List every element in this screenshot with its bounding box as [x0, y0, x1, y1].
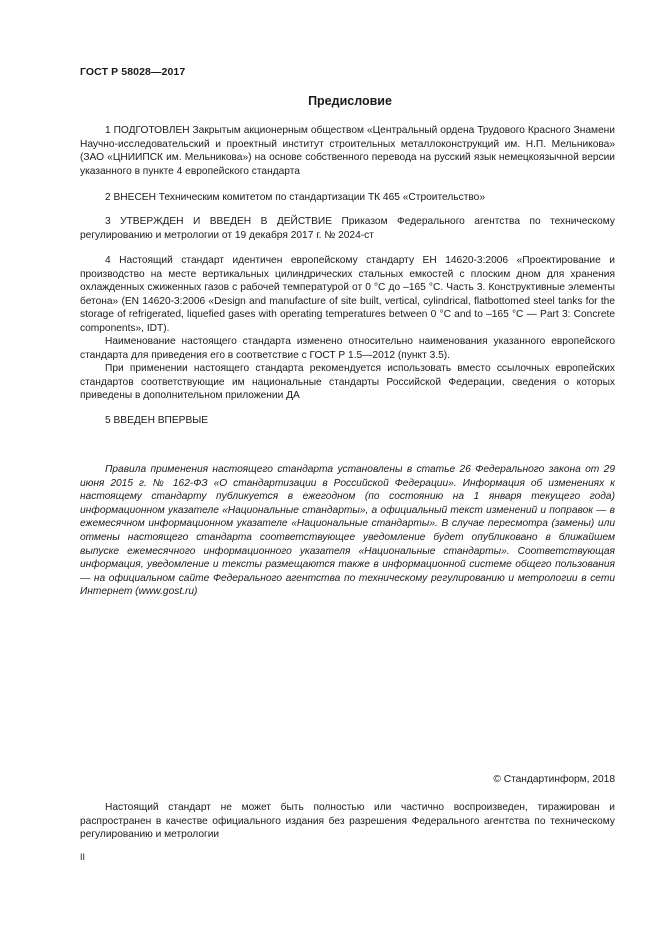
- page-title: Предисловие: [308, 94, 392, 108]
- rules-note: Правила применения настоящего стандарта установлены в статье 26 Федерального закона от 29 июня 2015 г. № 162-ФЗ «О стандартизации в Российской Федерации». Информация об изменениях к настоящему стандарту публикуется в ежегодном (по состоянию на 1 января текущего года) информационном указателе «Национальные стандарты», а официальный текст изменений и поправок — в ежемесячном информационном указателе «Национальные стандарты». В случае пересмотра (замены) или отмены настоящего стандарта соответствующее уведомление будет опубликовано в ближайшем выпуске ежемесячного информационного указателя «Национальные стандарты». Соответствующая информация, уведомление и тексты размещаются также в информационной системе общего пользования — на официальном сайте Федерального агентства по техническому регулированию и метрологии в сети Интернет (www.gost.ru): [80, 464, 615, 598]
- item-references-note: При применении настоящего стандарта рекомендуется использовать вместо ссылочных европейских стандартов соответствующие им национальные стандарты Российской Федерации, сведения о которых приведены в дополнительном приложении ДА: [80, 363, 615, 402]
- item-submitted: 2 ВНЕСЕН Техническим комитетом по стандартизации ТК 465 «Строительство»: [105, 192, 485, 203]
- document-id: ГОСТ Р 58028—2017: [80, 66, 186, 78]
- item-approved: 3 УТВЕРЖДЕН И ВВЕДЕН В ДЕЙСТВИЕ Приказом Федерального агентства по техническому регулированию и метрологии от 19 декабря 2017 г. № 2024-ст: [80, 216, 615, 241]
- page-number: II: [80, 852, 86, 862]
- item-prepared: 1 ПОДГОТОВЛЕН Закрытым акционерным обществом «Центральный ордена Трудового Красного Знамени Научно-исследовательский и проектный институт строительных металлоконструкций им. Н.П. Мельникова» (ЗАО «ЦНИИПСК им. Мельникова») на основе собственного перевода на русский язык немецкоязычной версии указанного в пункте 4 европейского стандарта: [80, 125, 615, 177]
- item-identical-standard: 4 Настоящий стандарт идентичен европейскому стандарту ЕН 14620-3:2006 «Проектирование и производство на месте вертикальных цилиндрических стальных емкостей с плоским дном для хранения охлажденных сжиженных газов с рабочей температурой от 0 °С до –165 °С. Часть 3. Конструктивные элементы бетона» (EN 14620-3:2006 «Design and manufacture of site built, vertical, cylindrical, flatbottomed steel tanks for the storage of refrigerated, liquefied gases with operating temperatures between 0 °C and to –165 °C — Part 3: Concrete components», IDT).: [80, 255, 615, 334]
- item-first-introduced: 5 ВВЕДЕН ВПЕРВЫЕ: [105, 415, 209, 426]
- reproduction-note: Настоящий стандарт не может быть полностью или частично воспроизведен, тиражирован и распространен в качестве официального издания без разрешения Федерального агентства по техническому регулированию и метрологии: [80, 802, 615, 841]
- item-name-change-note: Наименование настоящего стандарта изменено относительно наименования указанного европейского стандарта для приведения его в соответствие с ГОСТ Р 1.5—2012 (пункт 3.5).: [80, 336, 615, 361]
- copyright: © Стандартинформ, 2018: [493, 774, 615, 785]
